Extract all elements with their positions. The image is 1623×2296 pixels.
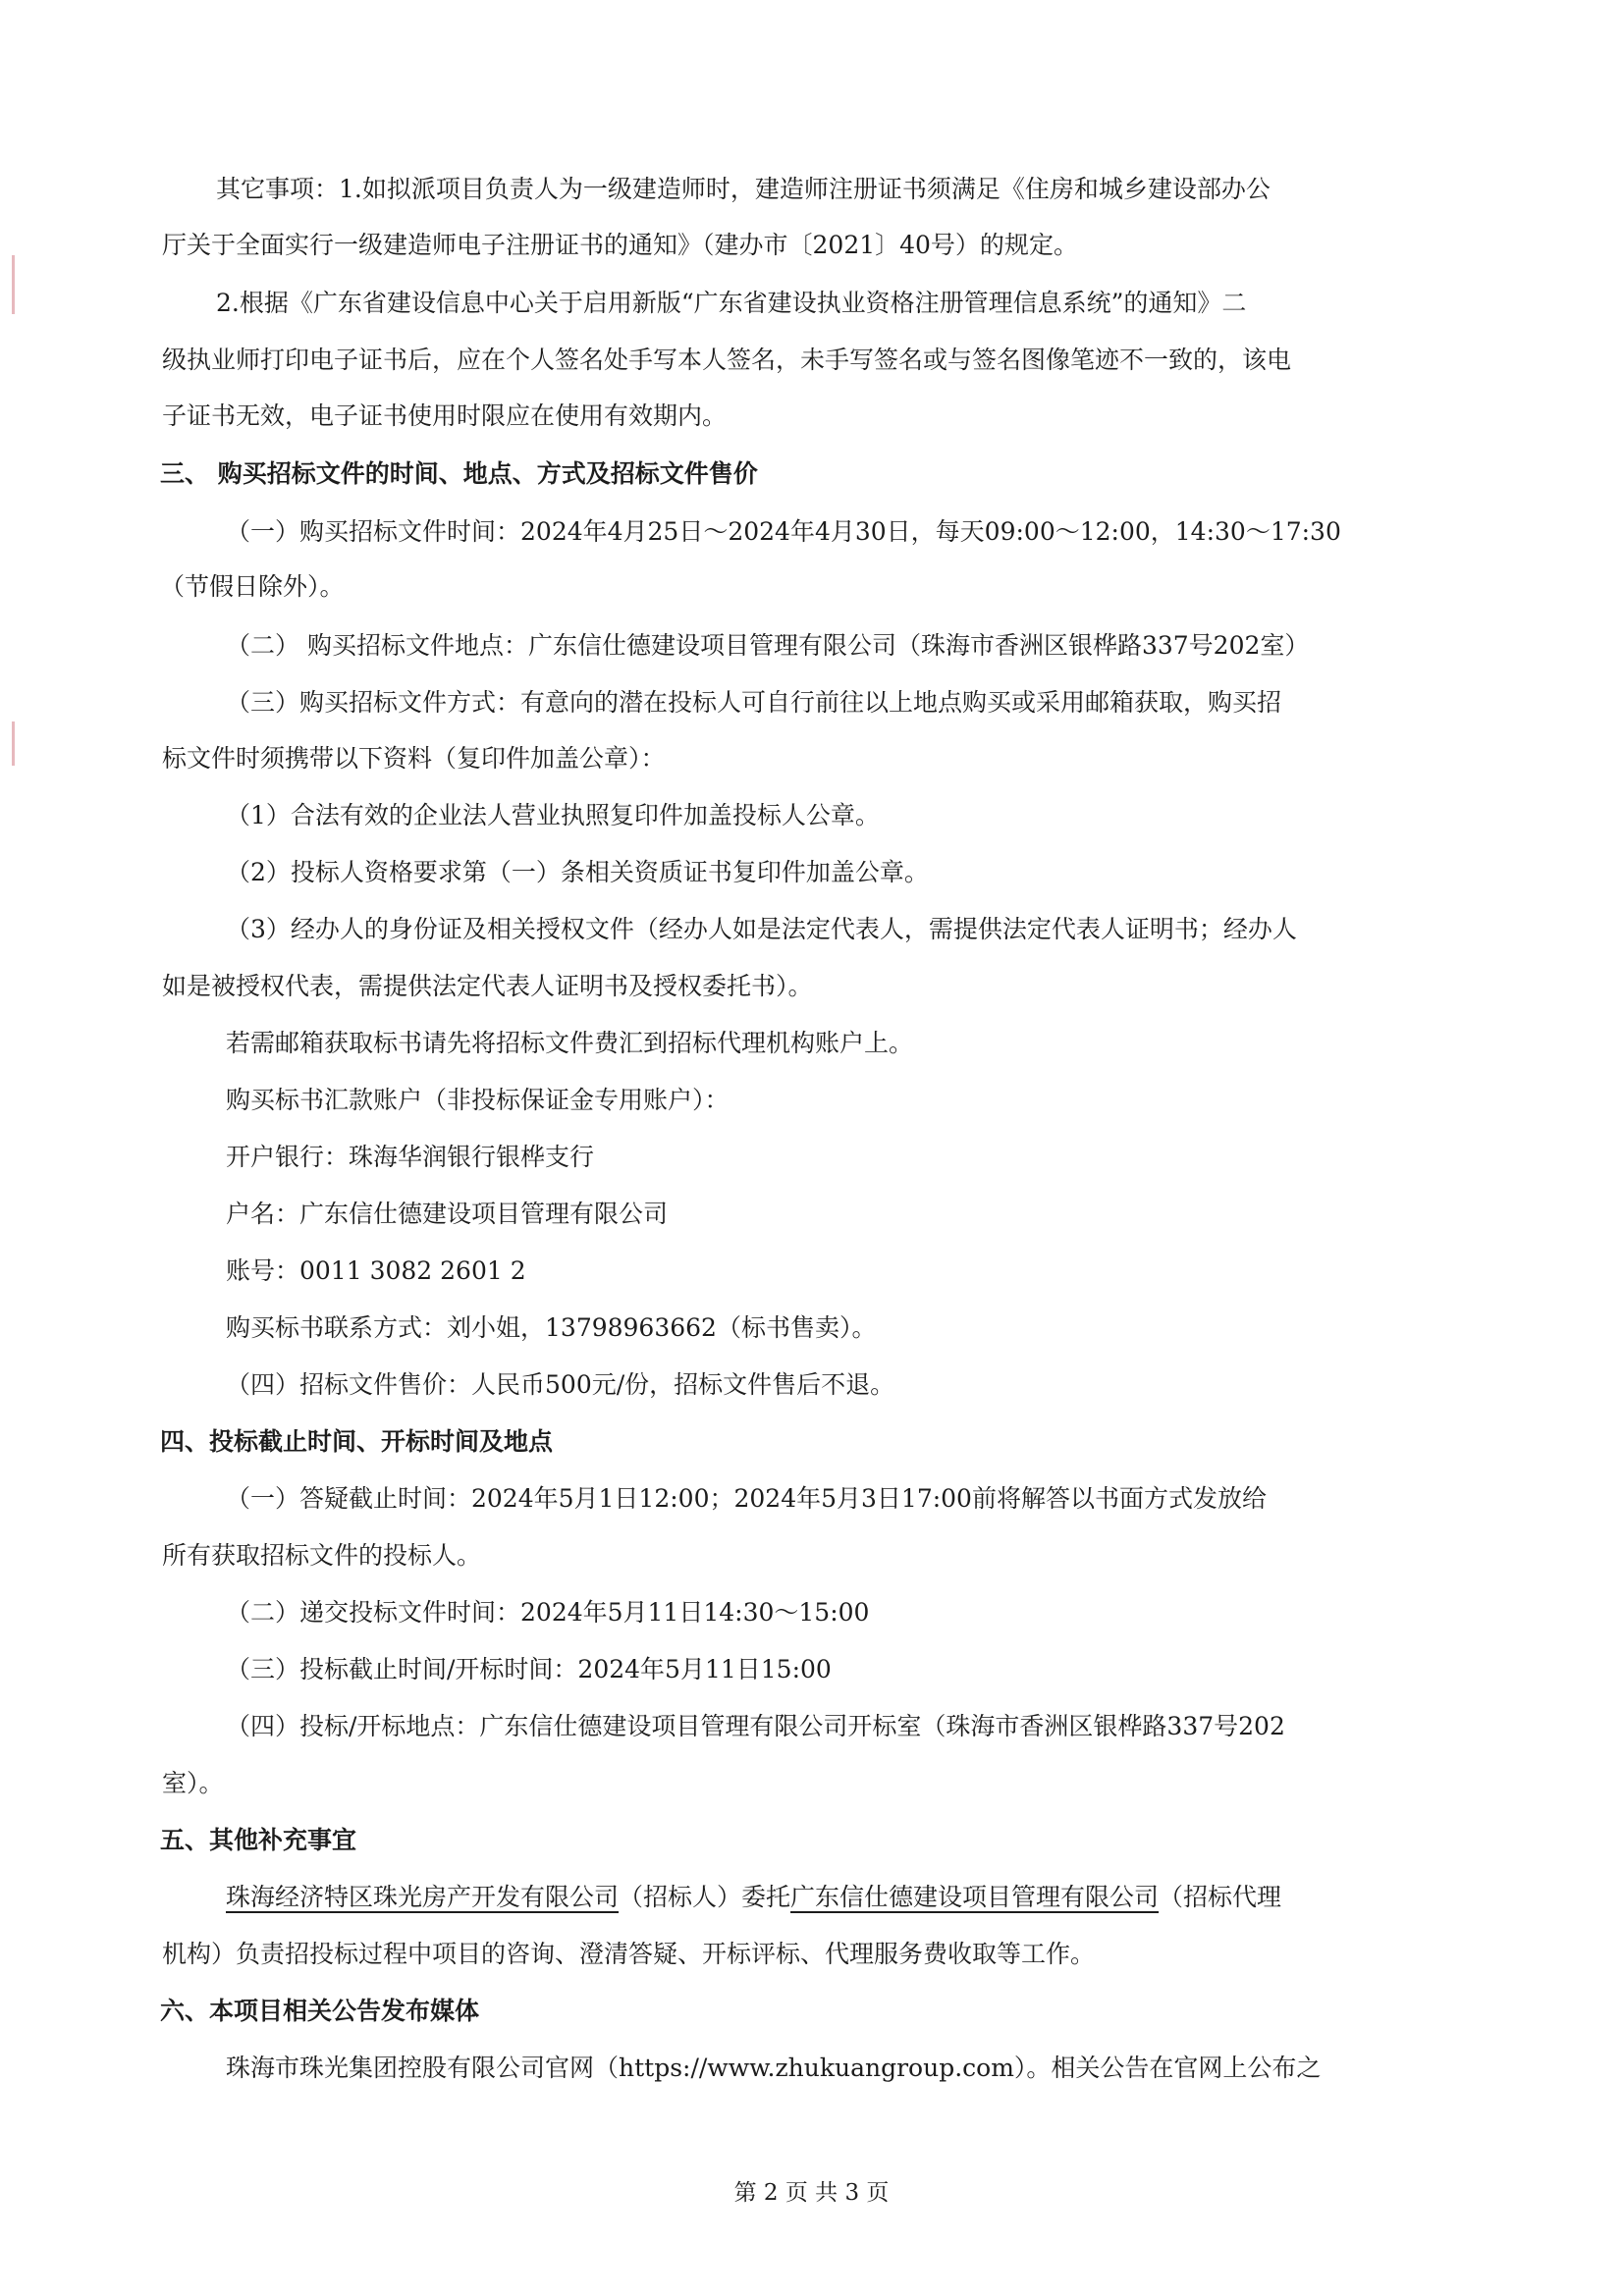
section3-bank: 开户银行：珠海华润银行银桦支行 (226, 1143, 595, 1171)
section3-contact: 购买标书联系方式：刘小姐，13798963662（标书售卖）。 (226, 1313, 877, 1342)
section4-item4-line2: 室）。 (162, 1769, 224, 1797)
section3-req2: （2）投标人资格要求第（一）条相关资质证书复印件加盖公章。 (226, 858, 929, 886)
section6-line1: 珠海市珠光集团控股有限公司官网（https://www.zhukuangroup.com）。相关公告在官网上公布之 (226, 2054, 1322, 2082)
section3-account-title: 购买标书汇款账户（非投标保证金专用账户）： (226, 1086, 730, 1114)
other-matters-p2-line3: 子证书无效，电子证书使用时限应在使用有效期内。 (162, 401, 728, 430)
section3-account-number: 账号：0011 3082 2601 2 (226, 1256, 526, 1285)
other-matters-p2-line1: 2.根据《广东省建设信息中心关于启用新版“广东省建设执业资格注册管理信息系统”的通知》二 (216, 289, 1247, 317)
section5-line1 (0, 1880, 1623, 1915)
section5-line2: 机构）负责招投标过程中项目的咨询、澄清答疑、开标评标、代理服务费收取等工作。 (162, 1940, 1096, 1968)
section3-item4: （四）招标文件售价：人民币500元/份，招标文件售后不退。 (226, 1370, 895, 1399)
section4-item1-line1: （一）答疑截止时间：2024年5月1日12:00；2024年5月3日17:00前将解答以书面方式发放给 (226, 1484, 1267, 1513)
section3-item2: （二） 购买招标文件地点：广东信仕德建设项目管理有限公司（珠海市香洲区银桦路337号202室） (226, 631, 1310, 660)
section6-heading: 六、本项目相关公告发布媒体 (160, 1997, 480, 2025)
section3-req3-line1: （3）经办人的身份证及相关授权文件（经办人如是法定代表人，需提供法定代表人证明书；经办人 (226, 915, 1297, 943)
section5-text-b: （招标代理 (1159, 1883, 1282, 1911)
section3-heading: 三、 购买招标文件的时间、地点、方式及招标文件售价 (160, 459, 758, 488)
section5-heading: 五、其他补充事宜 (160, 1826, 357, 1854)
section5-text-a: （招标人）委托 (619, 1883, 791, 1911)
section4-item1-line2: 所有获取招标文件的投标人。 (162, 1541, 482, 1570)
agency-name: 广东信仕德建设项目管理有限公司 (790, 1883, 1160, 1911)
other-matters-p1-line2: 厅关于全面实行一级建造师电子注册证书的通知》（建办市〔2021〕40号）的规定。 (162, 231, 1078, 259)
other-matters-p1-line1: 其它事项：1.如拟派项目负责人为一级建造师时，建造师注册证书须满足《住房和城乡建设部办公 (216, 175, 1271, 203)
section3-req3-line2: 如是被授权代表，需提供法定代表人证明书及授权委托书）。 (162, 972, 813, 1000)
section3-item1-line1: （一）购买招标文件时间：2024年4月25日～2024年4月30日，每天09:00～12:00，14:30～17:30 (226, 517, 1341, 546)
section4-item2: （二）递交投标文件时间：2024年5月11日14:30～15:00 (226, 1598, 870, 1627)
section3-email-note: 若需邮箱获取标书请先将招标文件费汇到招标代理机构账户上。 (226, 1029, 914, 1057)
section3-item1-line2: （节假日除外）。 (160, 572, 345, 601)
section4-item4-line1: （四）投标/开标地点：广东信仕德建设项目管理有限公司开标室（珠海市香洲区银桦路337号202 (226, 1712, 1285, 1740)
section4-item3: （三）投标截止时间/开标时间：2024年5月11日15:00 (226, 1655, 832, 1683)
section3-account-name: 户名：广东信仕德建设项目管理有限公司 (226, 1200, 669, 1228)
page-number-footer: 第 2 页 共 3 页 (733, 2180, 890, 2206)
section3-req1: （1）合法有效的企业法人营业执照复印件加盖投标人公章。 (226, 801, 880, 829)
tenderer-name: 珠海经济特区珠光房产开发有限公司 (226, 1883, 620, 1911)
other-matters-p2-line2: 级执业师打印电子证书后，应在个人签名处手写本人签名，未手写签名或与签名图像笔迹不一致的，该电 (162, 346, 1292, 374)
section3-item3-line1: （三）购买招标文件方式：有意向的潜在投标人可自行前往以上地点购买或采用邮箱获取，购买招 (226, 688, 1282, 717)
section4-heading: 四、投标截止时间、开标时间及地点 (160, 1427, 554, 1456)
section3-item3-line2: 标文件时须携带以下资料（复印件加盖公章）： (162, 744, 666, 773)
